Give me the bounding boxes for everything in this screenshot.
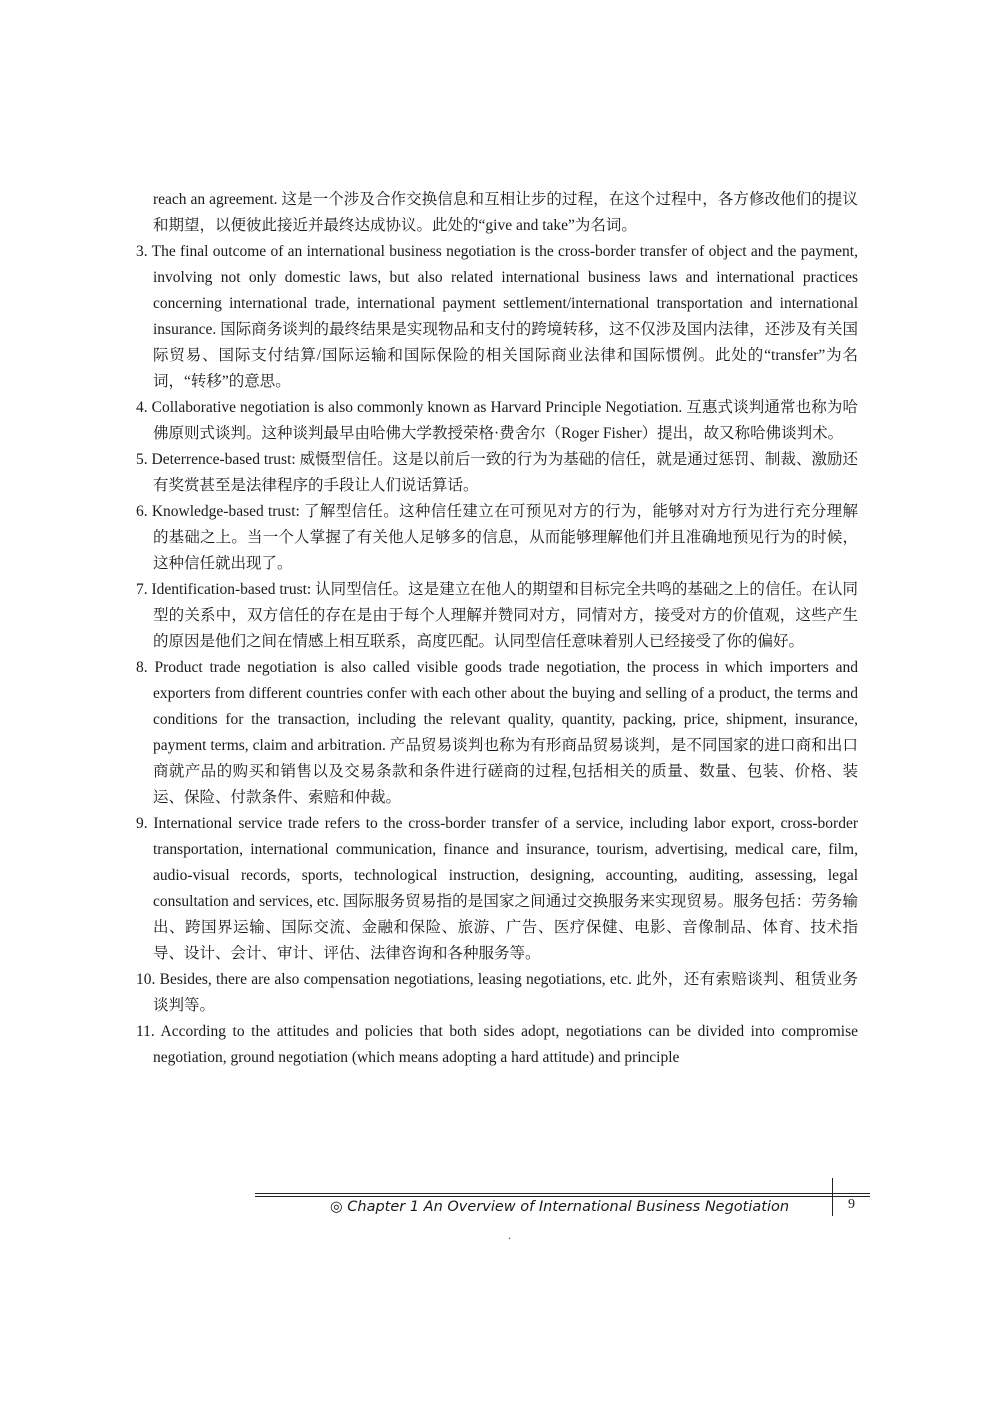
item-text: Deterrence-based trust: 威慑型信任。这是以前后一致的行为为基础的信任，就是通过惩罚、制裁、激励还有奖赏甚至是法律程序的手段让人们说话算话。	[151, 451, 858, 494]
item-text: The final outcome of an international business negotiation is the cross-border transfer of object and the payment, involving not only domestic laws, but also related international business laws and international practices concerning international trade, international payment settlement/international transportation and international insurance. 国际商务谈判的最终结果是实现物品和支付的跨境转移，这不仅涉及国内法律，还涉及有关国际贸易、国际支付结算/国际运输和国际保险的相关国际商业法律和国际惯例。此处的“transfer”为名词，“转移”的意思。	[151, 243, 858, 390]
page-number: 9	[848, 1197, 855, 1212]
list-item-11	[136, 1019, 858, 1071]
list-item-10	[136, 967, 858, 1019]
list-item-7	[136, 577, 858, 655]
item-text: Besides, there are also compensation negotiations, leasing negotiations, etc. 此外，还有索赔谈判、租赁业务谈判等。	[153, 971, 859, 1014]
item-number: 7.	[136, 581, 148, 598]
item-number: 11.	[136, 1023, 155, 1040]
list-item-9	[136, 811, 858, 967]
list-item-4	[136, 395, 858, 447]
item-number: 6.	[136, 503, 148, 520]
list-item-5	[136, 447, 858, 499]
running-footer	[330, 1199, 789, 1215]
list-item-6	[136, 499, 858, 577]
list-item-3	[136, 239, 858, 395]
document-body	[136, 187, 858, 1071]
footer-divider	[832, 1178, 833, 1216]
list-item-8	[136, 655, 858, 811]
item-number: 9.	[136, 815, 148, 832]
item-text: Identification-based trust: 认同型信任。这是建立在他人的期望和目标完全共鸣的基础之上的信任。在认同型的关系中，双方信任的存在是由于每个人理解并赞同对方，同情对方，接受对方的价值观，这些产生的原因是他们之间在情感上相互联系，高度匹配。认同型信任意味着别人已经接受了你的偏好。	[151, 581, 859, 650]
footer-rule-bottom	[255, 1196, 870, 1197]
item-number: 5.	[136, 451, 148, 468]
item-text: International service trade refers to the cross-border transfer of a service, including labor export, cross-border transportation, international communication, finance and insurance, tourism, advertising, medical care, film, audio-visual records, sports, technological instruction, designing, accounting, auditing, assessing, legal consultation and services, etc. 国际服务贸易指的是国家之间通过交换服务来实现贸易。服务包括：劳务输出、跨国界运输、国际交流、金融和保险、旅游、广告、医疗保健、电影、音像制品、体育、技术指导、设计、会计、审计、评估、法律咨询和各种服务等。	[153, 815, 858, 962]
item-number: 4.	[136, 399, 148, 416]
footer-symbol-icon: ◎	[330, 1199, 343, 1215]
footer-dot: .	[508, 1228, 511, 1242]
item-text: According to the attitudes and policies that both sides adopt, negotiations can be divided into compromise negotiation, ground negotiation (which means adopting a hard attitude) and principle	[153, 1023, 858, 1066]
item-number: 10.	[136, 971, 156, 988]
footer-chapter-title: Chapter 1 An Overview of International Business Negotiation	[347, 1199, 790, 1215]
paragraph-continuation	[136, 187, 858, 239]
item-text: Collaborative negotiation is also commonly known as Harvard Principle Negotiation. 互惠式谈判通常也称为哈佛原则式谈判。这种谈判最早由哈佛大学教授荣格·费舍尔（Roger Fisher）提出，故又称哈佛谈判术。	[151, 399, 859, 442]
item-number: 8.	[136, 659, 148, 676]
footer-rule-top	[255, 1193, 870, 1194]
item-number: 3.	[136, 243, 148, 260]
item-text: Knowledge-based trust: 了解型信任。这种信任建立在可预见对方的行为，能够对对方行为进行充分理解的基础之上。当一个人掌握了有关他人足够多的信息，从而能够理解他们并且准确地预见行为的时候，这种信任就出现了。	[151, 503, 858, 572]
paragraph-text: reach an agreement. 这是一个涉及合作交换信息和互相让步的过程，在这个过程中，各方修改他们的提议和期望，以便彼此接近并最终达成协议。此处的“give and take”为名词。	[153, 191, 858, 234]
item-text: Product trade negotiation is also called visible goods trade negotiation, the process in which importers and exporters from different countries confer with each other about the buying and selling of a product, the terms and conditions for the transaction, including the relevant quality, quantity, packing, price, shipment, insurance, payment terms, claim and arbitration. 产品贸易谈判也称为有形商品贸易谈判，是不同国家的进口商和出口商就产品的购买和销售以及交易条款和条件进行磋商的过程,包括相关的质量、数量、包装、价格、装运、保险、付款条件、索赔和仲裁。	[153, 659, 858, 806]
